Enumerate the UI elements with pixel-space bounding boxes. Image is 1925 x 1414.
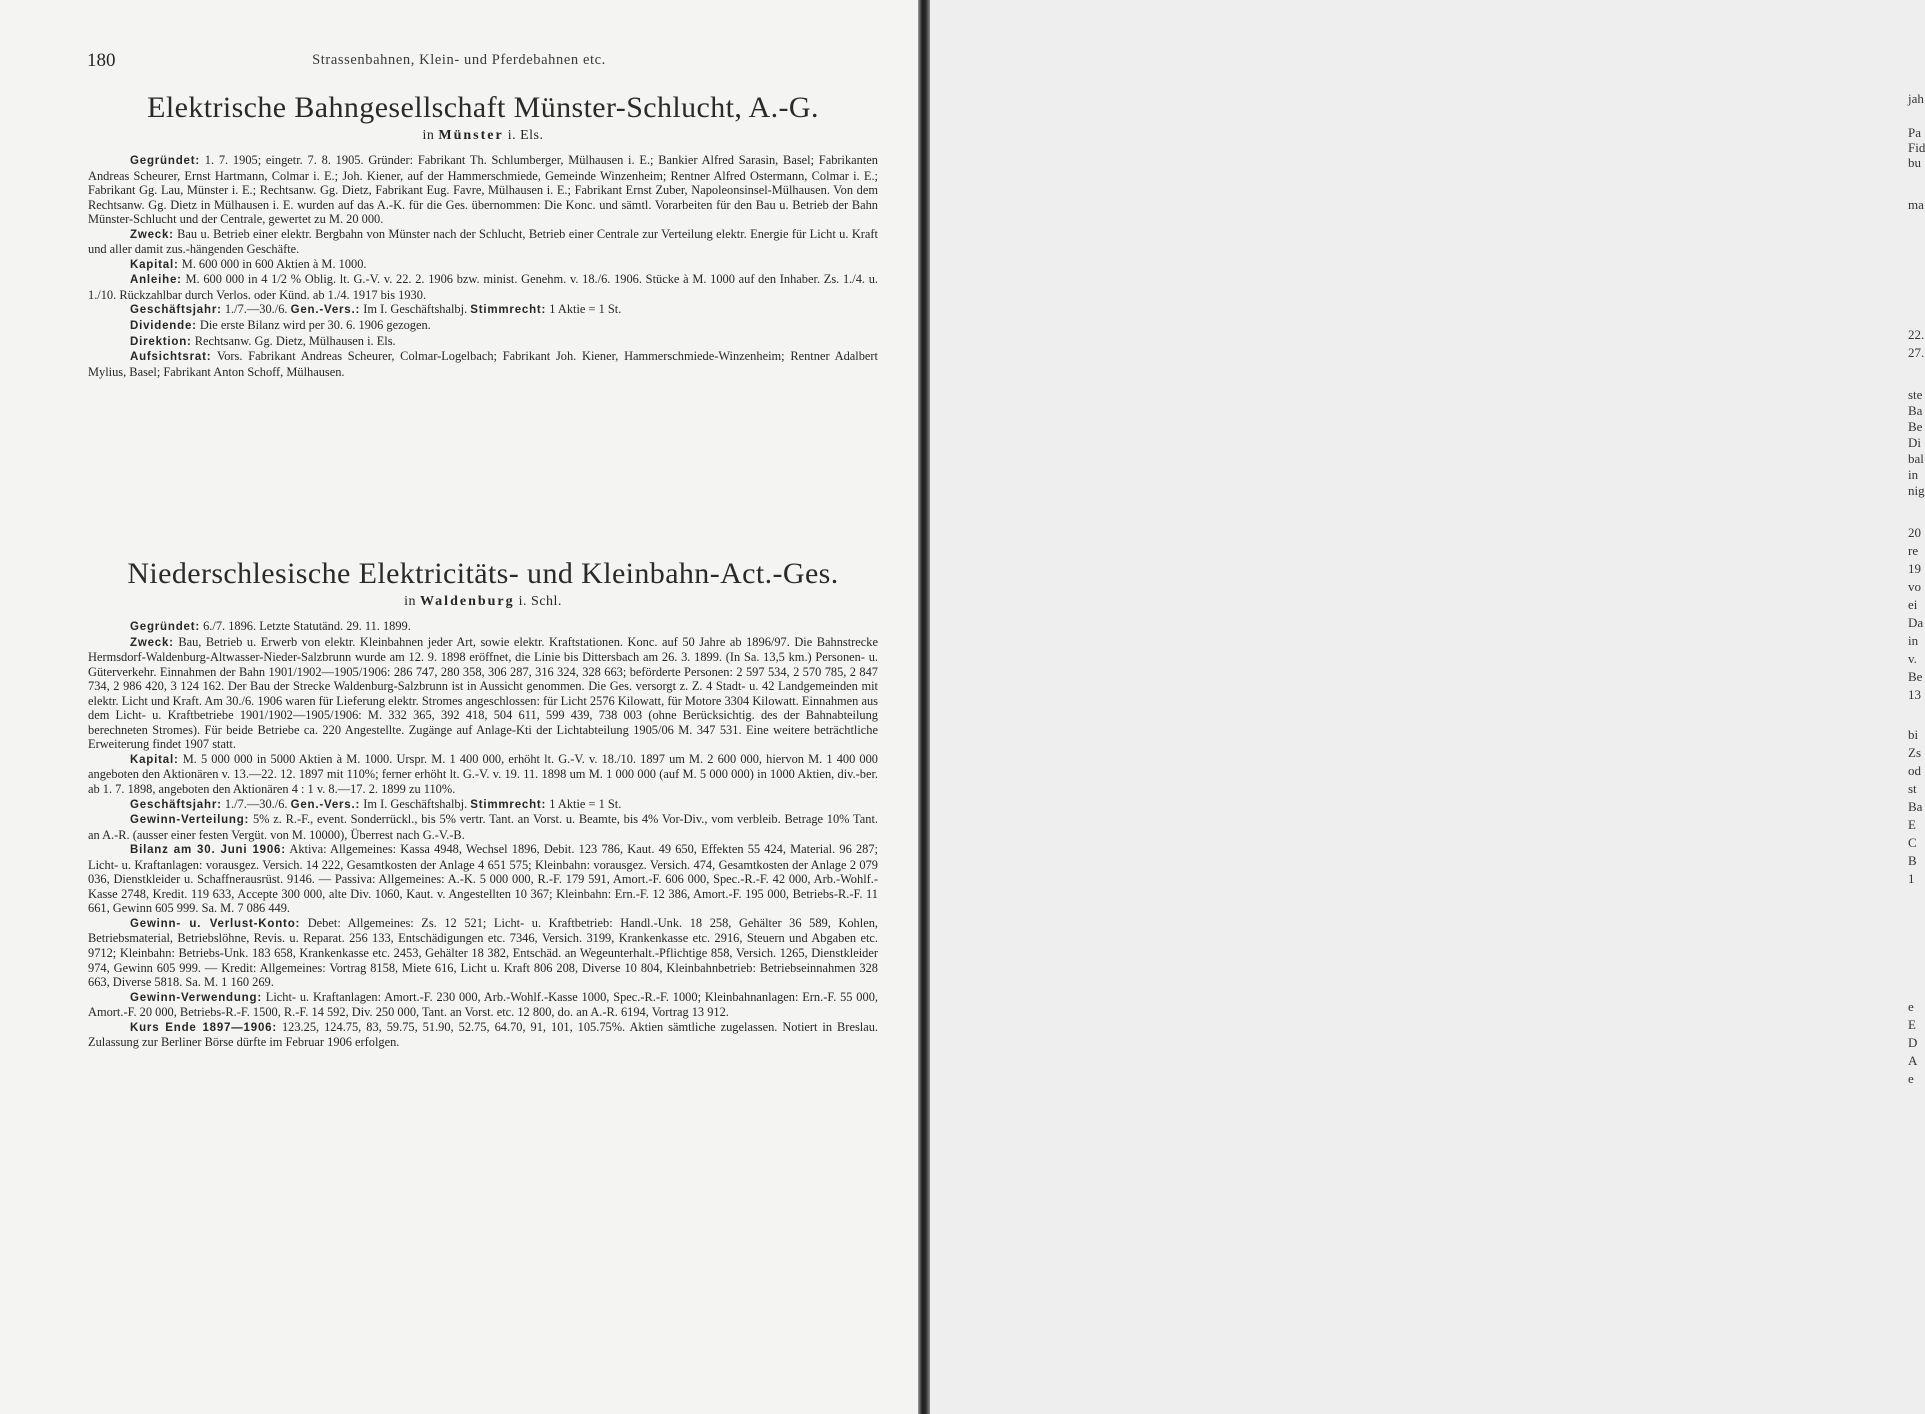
section-share-prices	[88, 1020, 878, 1050]
section-label-3: Stimmrecht:	[470, 304, 547, 317]
section-text-2: Im I. Geschäftshalbj.	[363, 796, 468, 811]
edge-fragment: e	[1908, 1071, 1914, 1086]
section-text: 5% z. R.-F., event. Sonderrückl., bis 5% vertr. Tant. an Vorst. u. Beamte, bis 4% Vor-Div., vom verbleib. Betrage 10% Tant. an A.-R. (ausser einer festen Vergüt. von M. 10000), Überrest nach G.-V.-B.	[88, 812, 878, 842]
edge-fragment: A	[1908, 1053, 1918, 1068]
company-entry-niederschlesische	[88, 556, 878, 1050]
edge-fragment: 20	[1908, 525, 1921, 540]
section-label: Direktion:	[130, 335, 192, 348]
section-text: Vors. Fabrikant Andreas Scheurer, Colmar-Logelbach; Fabrikant Joh. Kiener, Hammerschmiede-Winzenheim; Rentner Adalbert Mylius, Basel; Fabrikant Anton Schoff, Mülhausen.	[88, 349, 878, 379]
edge-fragment: Di	[1908, 435, 1921, 450]
edge-fragment: ste	[1908, 387, 1923, 402]
section-label: Gewinn-Verteilung:	[130, 814, 250, 827]
edge-fragment: 27.	[1908, 345, 1925, 360]
section-text: Licht- u. Kraftanlagen: Amort.-F. 230 000, Arb.-Wohlf.-Kasse 1000, Spec.-R.-F. 1000; Kleinbahnanlagen: Ern.-F. 55 000, Amort.-F. 20 000, Betriebs-R.-F. 1500, R.-F. 14 592, Div. 250 000, Tant. an Vorst. etc. 12 800, do. an A.-R. 6194, Vortrag 13 912.	[88, 989, 878, 1020]
section-founded	[88, 153, 878, 227]
section-label: Kapital:	[130, 258, 179, 271]
edge-fragment: E	[1908, 817, 1916, 832]
section-board	[88, 349, 878, 379]
section-label-3: Stimmrecht:	[470, 798, 547, 811]
section-label: Geschäftsjahr:	[130, 304, 222, 317]
company-location	[88, 592, 878, 612]
section-text: Rechtsanw. Gg. Dietz, Mülhausen i. Els.	[194, 333, 396, 348]
edge-fragment: v.	[1908, 651, 1917, 666]
edge-fragment: nig	[1908, 483, 1925, 498]
section-text: 1./7.—30./6.	[224, 302, 288, 317]
section-label: Geschäftsjahr:	[130, 798, 222, 811]
section-label-2: Gen.-Vers.:	[290, 798, 361, 811]
edge-fragment: Fid	[1908, 140, 1925, 155]
next-page-edge	[930, 0, 1925, 1414]
edge-fragment: Be	[1908, 419, 1923, 434]
edge-fragment: bal	[1908, 451, 1924, 466]
section-label: Kurs Ende 1897—1906:	[130, 1021, 277, 1034]
edge-fragment: bu	[1908, 155, 1921, 170]
section-purpose	[88, 227, 878, 257]
section-label: Anleihe:	[130, 274, 182, 287]
section-text: Debet: Allgemeines: Zs. 12 521; Licht- u. Kraftbetrieb: Handl.-Unk. 18 258, Gehälter 36 589, Kohlen, Betriebsmaterial, Betriebslöhne, Revis. u. Reparat. 256 133, Entschädigungen etc. 7346, Versich. 3199, Krankenkasse etc. 2916, Steuern und Abgaben etc. 9712; Kleinbahn: Betriebs-Unk. 183 658, Krankenkasse etc. 2453, Gehälter 18 382, Entschäd. an Wegeunterhalt.-Pflichtige 858, Versich. 1265, Dienstkleider 974, Gewinn 605 999. — Kredit: Allgemeines: Vortrag 8158, Miete 616, Licht u. Kraft 806 208, Diverse 10 804, Kleinbahnbetrieb: Betriebseinnahmen 328 663, Diverse 5818. Sa. M. 1 160 269.	[88, 915, 878, 990]
edge-fragment: ei	[1908, 597, 1918, 612]
section-text: Aktiva: Allgemeines: Kassa 4948, Wechsel 1896, Debit. 123 786, Kaut. 49 650, Effekten 55 424, Material. 96 287; Licht- u. Kraftanlagen: vorausgez. Versich. 14 222, Gesamtkosten der Anlage 4 651 575; Kleinbahn: vorausgez. Versich. 474, Gesamtkosten der Anlage 2 079 036, Dienstkleider u. Schaffnerausrüst. 9146. — Passiva: Allgemeines: A.-K. 5 000 000, R.-F. 179 591, Amort.-F. 606 000, Spec.-R.-F. 42 000, Arb.-Wohlf.-Kasse 2748, Kredit. 119 633, Accepte 300 000, alte Div. 1060, Kaut. v. Angestellten 10 367; Kleinbahn: Ern.-F. 12 386, Amort.-F. 195 000, Betriebs-R.-F. 11 661, Gewinn 605 999. Sa. M. 7 086 449.	[88, 842, 878, 916]
section-text: 6./7. 1896. Letzte Statutänd. 29. 11. 1899.	[203, 619, 411, 633]
section-loan	[88, 272, 878, 302]
company-entry-muenster-schlucht	[88, 90, 878, 379]
company-location	[88, 126, 878, 146]
edge-fragment: 13	[1908, 687, 1921, 702]
section-text: Bau, Betrieb u. Erwerb von elektr. Kleinbahnen jeder Art, sowie elektr. Kraftstationen. Konc. auf 50 Jahre ab 1896/97. Die Bahnstrecke Hermsdorf-Waldenburg-Altwasser-Nieder-Salzbrunn wurde am 12. 9. 1898 eröffnet, die Linie bis Dittersbach am 26. 3. 1899. (In Sa. 13,5 km.) Personen- u. Güterverkehr. Einnahmen der Bahn 1901/1902—1905/1906: 286 747, 280 358, 306 287, 316 324, 328 663; beförderte Personen: 2 597 534, 2 570 785, 2 847 734, 2 986 420, 3 124 162. Der Bau der Strecke Waldenburg-Salzbrunn ist in Aussicht genommen. Die Ges. versorgt z. Z. 4 Stadt- u. 42 Landgemeinden mit elektr. Licht und Kraft. Am 30./6. 1906 waren für Lieferung elektr. Stromes angeschlossen: für Licht 2576 Kilowatt, für Motore 3304 Kilowatt. Einnahmen aus dem Licht- u. Kraftbetriebe 1901/1902—1905/1906: M. 332 365, 392 418, 504 611, 599 439, 738 003 (ohne Berücksichtig. des der Bahnabteilung berechneten Stromes). Für beide Betriebe ca. 220 Angestellte. Zugänge auf Anlage-Kti der Lichtabteilung 1905/06 M. 347 531. Eine weitere beträchtliche Erweiterung findet 1907 statt.	[88, 634, 878, 752]
section-text: M. 600 000 in 600 Aktien à M. 1000.	[181, 256, 367, 271]
section-label: Zweck:	[130, 636, 174, 649]
section-profit-loss-account	[88, 916, 878, 990]
section-label: Gegründet:	[130, 155, 200, 167]
edge-fragment: Ba	[1908, 799, 1923, 814]
section-label-2: Gen.-Vers.:	[290, 304, 361, 317]
section-text: 1./7.—30./6.	[224, 796, 288, 811]
company-title: Niederschlesische Elektricitäts- und Kleinbahn-Act.-Ges.	[127, 557, 839, 590]
section-purpose	[88, 635, 878, 752]
edge-fragment: 1	[1908, 871, 1915, 886]
edge-fragment: re	[1908, 543, 1919, 558]
section-label: Zweck:	[130, 228, 174, 241]
book-gutter	[918, 0, 930, 1414]
location-city: Waldenburg	[419, 594, 515, 609]
edge-fragment: Pa	[1908, 125, 1921, 140]
section-label: Aufsichtsrat:	[130, 351, 212, 364]
edge-fragment: in	[1908, 467, 1919, 482]
location-suffix: i. Els.	[507, 128, 544, 143]
section-label: Gewinn-Verwendung:	[130, 991, 262, 1004]
page-number: 180	[87, 50, 116, 71]
section-text: Bau u. Betrieb einer elektr. Bergbahn von Münster nach der Schlucht, Betrieb einer Centrale zur Verteilung elektr. Energie für Licht u. Kraft und aller damit zus.-hängenden Geschäfte.	[88, 226, 878, 257]
section-profit-use	[88, 990, 878, 1020]
edge-fragment: Da	[1908, 615, 1924, 630]
location-prefix: in	[404, 594, 416, 609]
edge-fragment: 19	[1908, 561, 1921, 576]
section-text: 123.25, 124.75, 83, 59.75, 51.90, 52.75, 64.70, 91, 101, 105.75%. Aktien sämtliche zugelassen. Notiert in Breslau. Zulassung zur Berliner Börse dürfte im Februar 1906 erfolgen.	[88, 1019, 878, 1050]
company-title: Elektrische Bahngesellschaft Münster-Schlucht, A.-G.	[147, 91, 819, 124]
edge-fragment: 22.	[1908, 327, 1925, 342]
section-capital	[88, 752, 878, 797]
section-balance-sheet	[88, 842, 878, 916]
edge-fragment: B	[1908, 853, 1917, 868]
section-label: Gegründet:	[130, 621, 200, 633]
edge-fragment: od	[1908, 763, 1921, 778]
edge-fragment: Ba	[1908, 403, 1923, 418]
location-prefix: in	[422, 128, 435, 143]
section-profit-distribution	[88, 812, 878, 842]
edge-fragment: jah	[1908, 91, 1924, 106]
section-capital	[88, 257, 878, 273]
section-management	[88, 334, 878, 350]
edge-fragment: vo	[1908, 579, 1921, 594]
location-city: Münster	[438, 128, 504, 143]
section-text-3: 1 Aktie = 1 St.	[549, 302, 622, 317]
section-text-3: 1 Aktie = 1 St.	[549, 796, 622, 811]
section-label: Bilanz am 30. Juni 1906:	[130, 844, 286, 857]
section-label: Gewinn- u. Verlust-Konto:	[130, 917, 301, 930]
edge-fragment: E	[1908, 1017, 1916, 1032]
book-page	[0, 0, 918, 1414]
edge-fragment: bi	[1908, 727, 1919, 742]
section-text: M. 600 000 in 4 1/2 % Oblig. lt. G.-V. v. 22. 2. 1906 bzw. minist. Genehm. v. 18./6. 1906. Stücke à M. 1000 auf den Inhaber. Zs. 1./4. u. 1./10. Rückzahlbar durch Verlos. oder Künd. ab 1./4. 1917 bis 1930.	[88, 272, 878, 302]
edge-fragment: st	[1908, 781, 1917, 796]
location-suffix: i. Schl.	[518, 594, 562, 609]
section-text: Die erste Bilanz wird per 30. 6. 1906 gezogen.	[199, 318, 431, 333]
section-fiscal-year	[88, 797, 878, 813]
edge-fragment: e	[1908, 999, 1914, 1014]
edge-fragment: C	[1908, 835, 1917, 850]
edge-fragment: Be	[1908, 669, 1923, 684]
section-label: Dividende:	[130, 320, 197, 333]
section-text-2: Im I. Geschäftshalbj.	[363, 302, 468, 317]
section-founded	[88, 619, 878, 635]
edge-fragment: Zs	[1908, 745, 1921, 760]
edge-fragment: ma	[1908, 197, 1924, 212]
section-text: M. 5 000 000 in 5000 Aktien à M. 1000. Urspr. M. 1 400 000, erhöht lt. G.-V. v. 18./10. 1897 um M. 2 600 000, hiervon M. 1 400 000 angeboten den Aktionären v. 13.—22. 12. 1897 mit 110%; ferner erhöht lt. G.-V. v. 19. 11. 1898 um M. 1 000 000 (auf M. 5 000 000) in 1000 Aktien, div.-ber. ab 1. 7. 1898, angeboten den Aktionären 4 : 1 v. 8.—17. 2. 1899 zu 110%.	[88, 751, 878, 797]
running-title: Strassenbahnen, Klein- und Pferdebahnen etc.	[312, 52, 606, 68]
section-text: 1. 7. 1905; eingetr. 7. 8. 1905. Gründer: Fabrikant Th. Schlumberger, Mülhausen i. E.; Bankier Alfred Sarasin, Basel; Fabrikanten Andreas Scheurer, Ernst Hartmann, Colmar i. E.; Joh. Kiener, auf der Hammerschmiede, Gemeinde Winzenheim; Rentner Alfred Ostermann, Colmar i. E.; Fabrikant Gg. Lau, Münster i. E.; Rechtsanw. Gg. Dietz, Fabrikant Eug. Favre, Mülhausen i. E.; Fabrikant Ernst Zuber, Napoleonsinsel-Mülhausen. Von dem Rechtsanw. Gg. Dietz in Mülhausen i. E. wurden auf das A.-K. für die Ges. übernommen: Die Konc. und sämtl. Vorarbeiten für den Bau u. Betrieb der Bahn Münster-Schlucht und der Centrale, gewertet zu M. 20 000.	[88, 153, 878, 227]
edge-fragment: in	[1908, 633, 1919, 648]
section-dividend	[88, 318, 878, 334]
section-fiscal-year	[88, 302, 878, 318]
section-label: Kapital:	[130, 753, 179, 766]
edge-fragment: D	[1908, 1035, 1918, 1050]
